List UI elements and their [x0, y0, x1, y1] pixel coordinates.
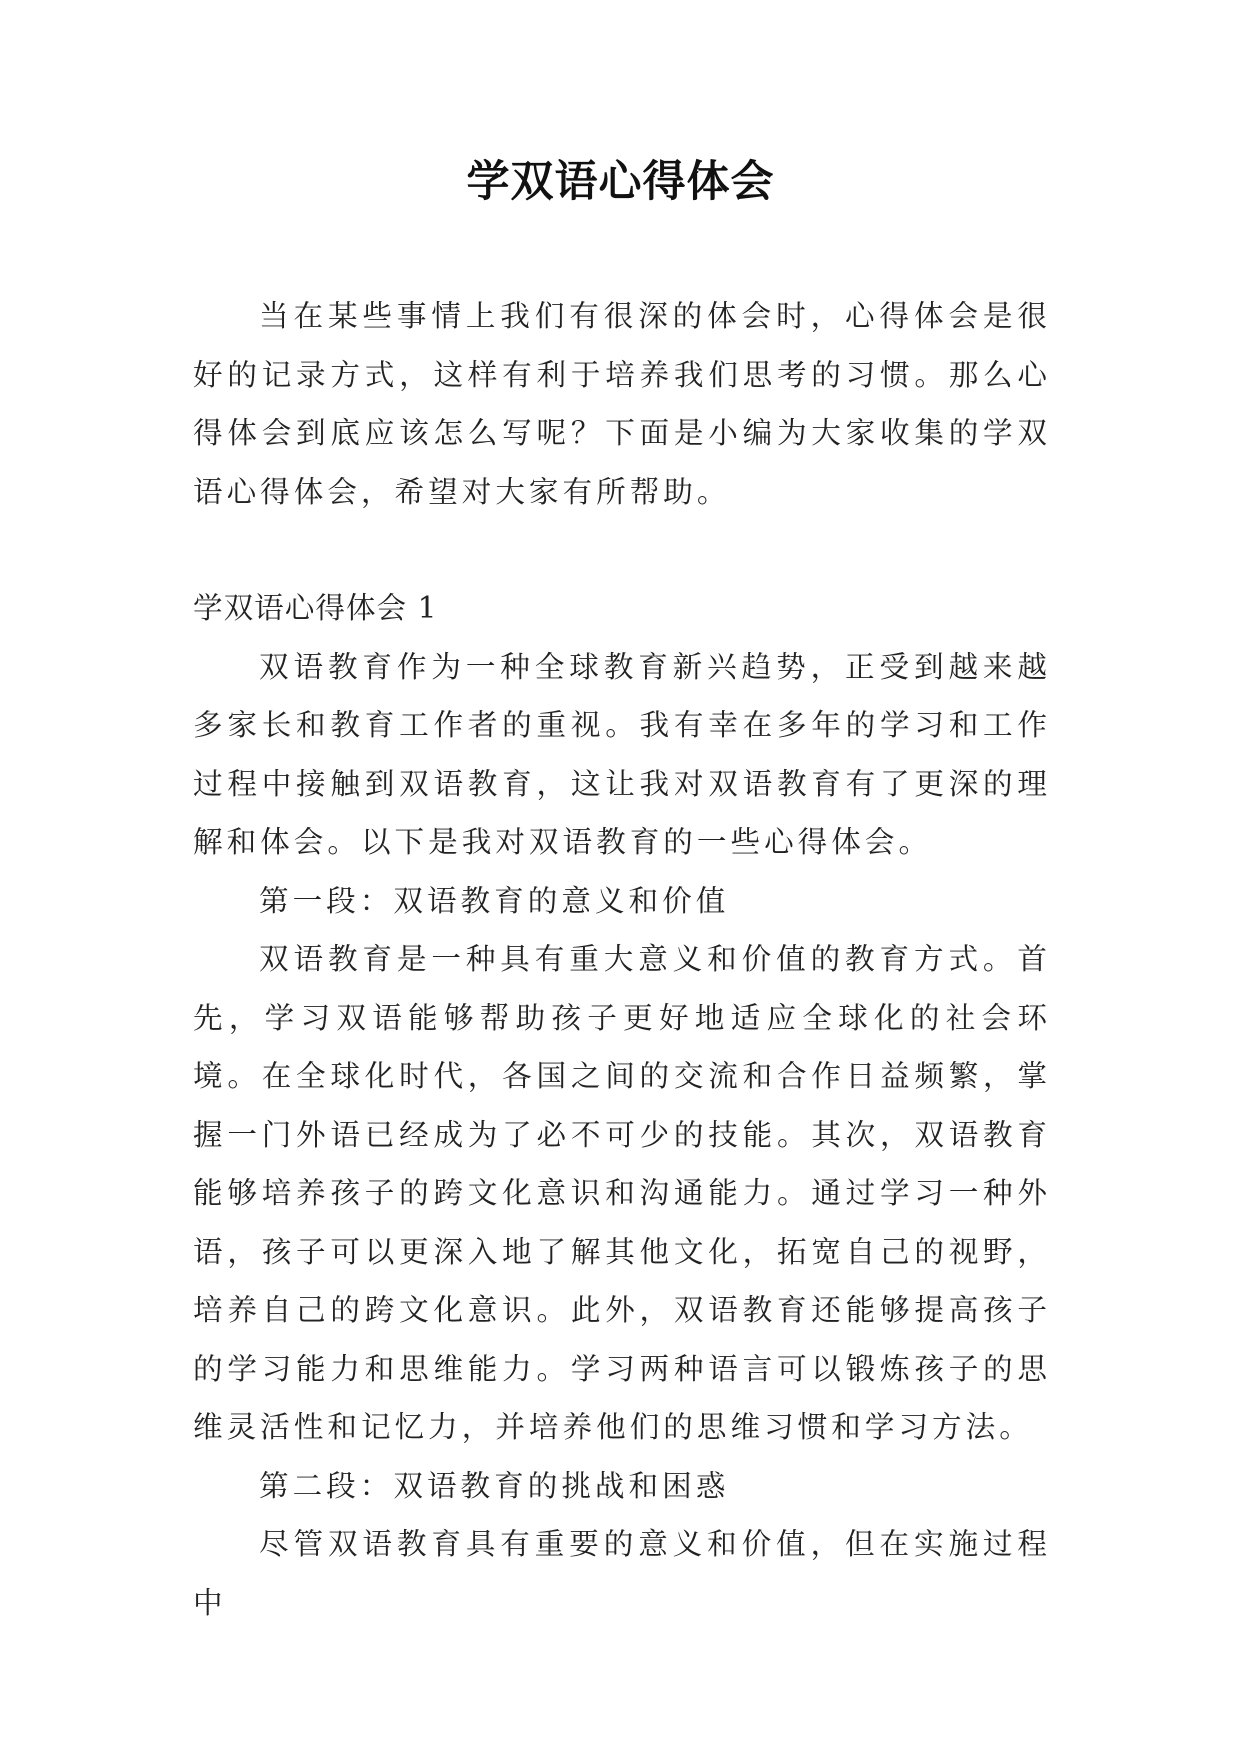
- part-paragraph: 双语教育是一种具有重大意义和价值的教育方式。首先，学习双语能够帮助孩子更好地适应全球化的社会环境。在全球化时代，各国之间的交流和合作日益频繁，掌握一门外语已经成为了必不可少的技能。其次，双语教育能够培养孩子的跨文化意识和沟通能力。通过学习一种外语，孩子可以更深入地了解其他文化，拓宽自己的视野，培养自己的跨文化意识。此外，双语教育还能够提高孩子的学习能力和思维能力。学习两种语言可以锻炼孩子的思维灵活性和记忆力，并培养他们的思维习惯和学习方法。: [193, 942, 1051, 1444]
- section-paragraph: 双语教育作为一种全球教育新兴趋势，正受到越来越多家长和教育工作者的重视。我有幸在多年的学习和工作过程中接触到双语教育，这让我对双语教育有了更深的理解和体会。以下是我对双语教育的一些心得体会。: [193, 649, 1051, 859]
- section-title: 学双语心得体会 1: [193, 591, 438, 625]
- part-paragraph: 尽管双语教育具有重要的意义和价值，但在实施过程中: [193, 1527, 1051, 1620]
- document-title: 学双语心得体会: [466, 157, 775, 207]
- part-heading: 第一段：双语教育的意义和价值: [259, 883, 730, 918]
- part-heading: 第二段：双语教育的挑战和困惑: [259, 1468, 730, 1503]
- intro-paragraph: 当在某些事情上我们有很深的体会时，心得体会是很好的记录方式，这样有利于培养我们思考的习惯。那么心得体会到底应该怎么写呢？下面是小编为大家收集的学双语心得体会，希望对大家有所帮助。: [193, 299, 1051, 509]
- document-body: [193, 287, 1051, 1632]
